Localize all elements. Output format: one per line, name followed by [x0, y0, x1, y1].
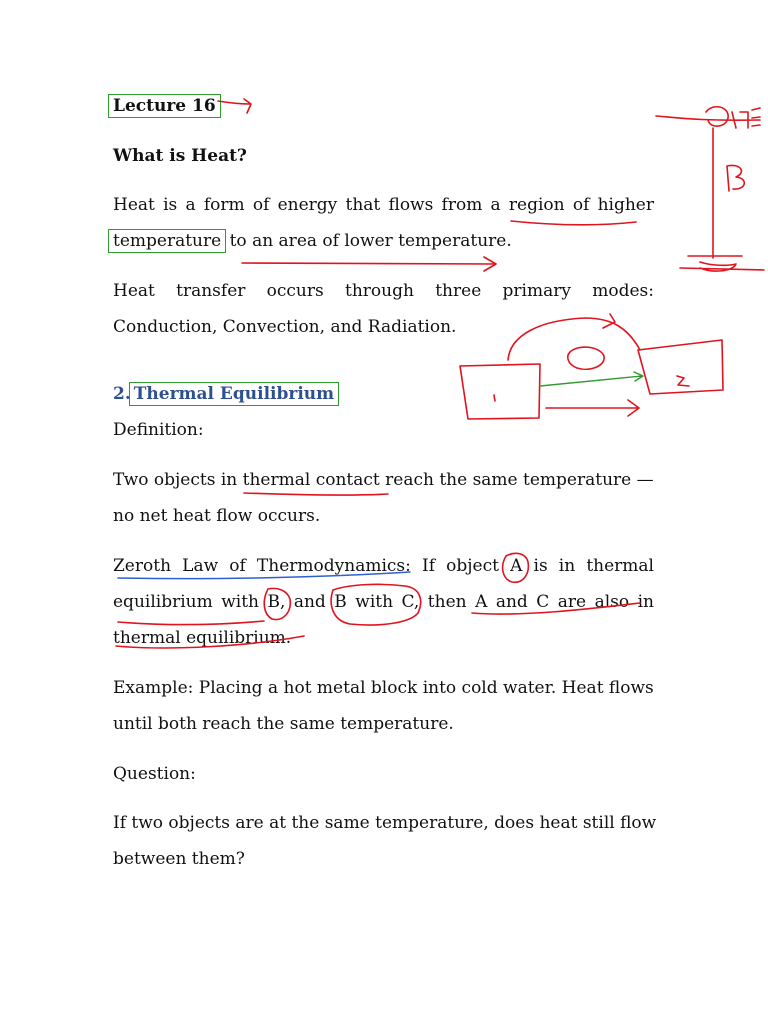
- zeroth-law-line1: Zeroth Law of Thermodynamics: If object A is in thermal: [113, 556, 654, 576]
- block-right-mark: [677, 376, 689, 386]
- sketch-letter-b: [727, 165, 744, 191]
- lecture-title-box: Lecture 16: [110, 96, 219, 116]
- question-line2: between them?: [113, 849, 245, 869]
- question-label: Question:: [113, 764, 196, 784]
- para1-line1: Heat is a form of energy that flows from a region of higher: [113, 195, 654, 215]
- sketch-top-line: [656, 116, 760, 120]
- para2-line2: Conduction, Convection, and Radiation.: [113, 317, 457, 337]
- example-line1: Example: Placing a hot metal block into cold water. Heat flows: [113, 678, 654, 698]
- lecture-arrow-icon: [218, 99, 251, 113]
- section-heading: [113, 376, 337, 412]
- block-left-mark: [494, 395, 495, 401]
- zeroth-law-line3: thermal equilibrium.: [113, 628, 292, 648]
- para1-line2-rest: to an area of lower temperature.: [229, 231, 512, 251]
- temperature-flow-arrow-icon: [242, 257, 496, 271]
- section-number: 2.: [113, 384, 131, 404]
- sketch-ground-lines: [680, 256, 764, 271]
- block-right: [638, 340, 723, 394]
- center-oval: [568, 347, 604, 369]
- heading-what-is-heat: What is Heat?: [113, 146, 247, 166]
- section-title: Thermal Equilibrium: [131, 384, 337, 404]
- sketch-scribble: [706, 107, 760, 128]
- bottom-arrow-icon: [546, 400, 639, 416]
- para2-line1: Heat transfer occurs through three primary modes:: [113, 281, 654, 301]
- convection-loop: [508, 314, 640, 360]
- definition-label: Definition:: [113, 420, 204, 440]
- zeroth-law-line2: equilibrium with B, and B with C, then A and C are also in: [113, 592, 654, 612]
- example-line2: until both reach the same temperature.: [113, 714, 454, 734]
- para1-line2: [110, 223, 512, 259]
- block-left: [460, 364, 540, 419]
- temperature-word-box: temperature: [110, 231, 224, 251]
- question-line1: If two objects are at the same temperature, does heat still flow: [113, 813, 657, 833]
- definition-line1: Two objects in thermal contact reach the same temperature —: [113, 470, 654, 490]
- green-arrow-icon: [540, 372, 643, 386]
- definition-line2: no net heat flow occurs.: [113, 506, 321, 526]
- lecture-title: [110, 88, 219, 124]
